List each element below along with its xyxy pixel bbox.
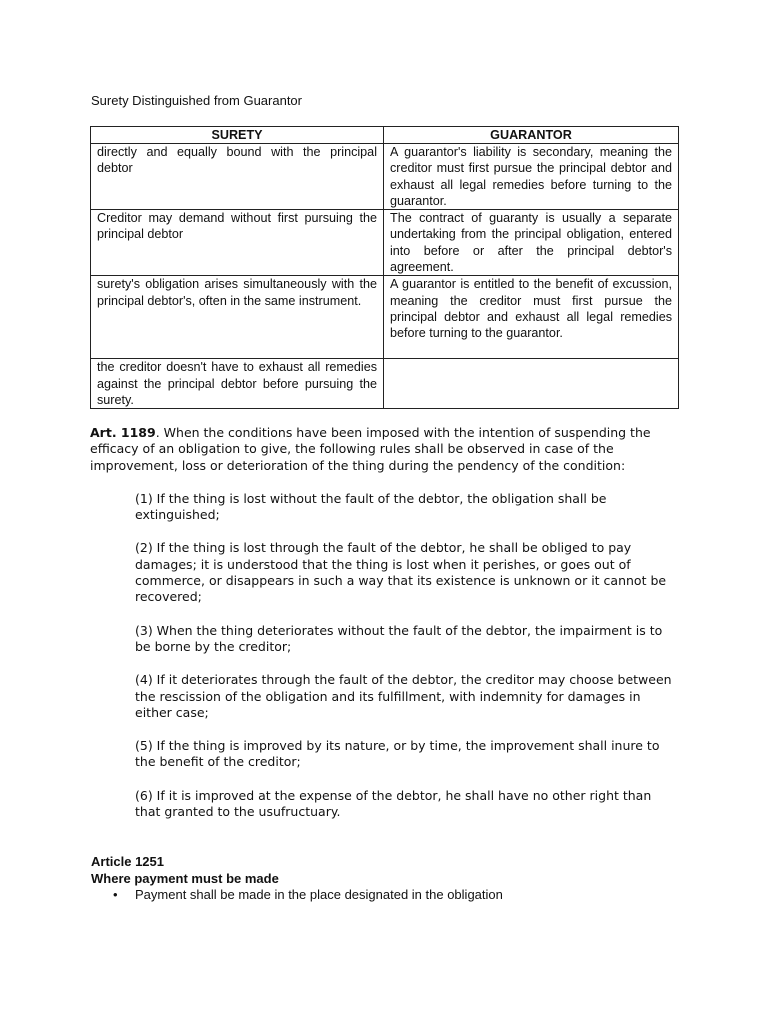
rule-item: (2) If the thing is lost through the fault of the debtor, he shall be obliged to pay damages; it is understood that the thing is lost when it perishes, or goes out of commerce, or disappears in such a way that its existence is unknown or it cannot be recovered;	[135, 540, 667, 605]
document-title: Surety Distinguished from Guarantor	[91, 93, 302, 108]
article-1189	[90, 425, 680, 837]
article-1189-intro	[90, 425, 680, 474]
guarantor-cell: A guarantor's liability is secondary, meaning the creditor must first pursue the principal debtor and exhaust all legal remedies before turning to the guarantor.	[384, 144, 679, 210]
article-1189-rules	[90, 491, 680, 820]
table-row	[91, 276, 679, 359]
bullet-icon: •	[113, 887, 118, 902]
surety-cell: surety's obligation arises simultaneously with the principal debtor's, often in the same instrument.	[91, 276, 384, 359]
list-item-text: Payment shall be made in the place designated in the obligation	[135, 887, 503, 902]
table-row	[91, 210, 679, 276]
rule-item: (1) If the thing is lost without the fault of the debtor, the obligation shall be extinguished;	[135, 490, 607, 523]
column-header-surety: SURETY	[91, 127, 384, 144]
surety-cell: the creditor doesn't have to exhaust all remedies against the principal debtor before pursuing the surety.	[91, 359, 384, 409]
table-row	[91, 359, 679, 409]
guarantor-cell	[384, 359, 679, 409]
guarantor-cell: A guarantor is entitled to the benefit of excussion, meaning the creditor must first pursue the principal debtor and exhaust all legal remedies before turning to the guarantor.	[384, 276, 679, 359]
column-header-guarantor: GUARANTOR	[384, 127, 679, 144]
article-1189-text: . When the conditions have been imposed with the intention of suspending the efficacy of an obligation to give, the following rules shall be observed in case of the improvement, loss or deterioration of the thing during the pendency of the condition:	[90, 425, 651, 473]
article-1251-heading: Article 1251	[91, 854, 164, 869]
surety-cell: Creditor may demand without first pursuing the principal debtor	[91, 210, 384, 276]
rule-item: (6) If it is improved at the expense of the debtor, he shall have no other right than that granted to the usufructuary.	[135, 787, 652, 820]
rule-item: (4) If it deteriorates through the fault of the debtor, the creditor may choose between the rescission of the obligation and its fulfillment, with indemnity for damages in either case;	[135, 672, 672, 720]
table-header-row	[91, 127, 679, 144]
rule-item: (5) If the thing is improved by its nature, or by time, the improvement shall inure to the benefit of the creditor;	[135, 738, 660, 770]
guarantor-cell: The contract of guaranty is usually a separate undertaking from the principal obligation, entered into before or after the principal debtor's agreement.	[384, 210, 679, 276]
article-1251-list	[91, 887, 681, 904]
comparison-table	[90, 126, 679, 409]
article-1251	[91, 854, 681, 904]
article-1251-subheading: Where payment must be made	[91, 870, 279, 886]
article-1189-label: Art. 1189	[90, 425, 156, 440]
list-item	[91, 887, 681, 904]
surety-cell: directly and equally bound with the principal debtor	[91, 144, 384, 210]
rule-item: (3) When the thing deteriorates without the fault of the debtor, the impairment is to be borne by the creditor;	[135, 622, 663, 654]
table-row	[91, 144, 679, 210]
